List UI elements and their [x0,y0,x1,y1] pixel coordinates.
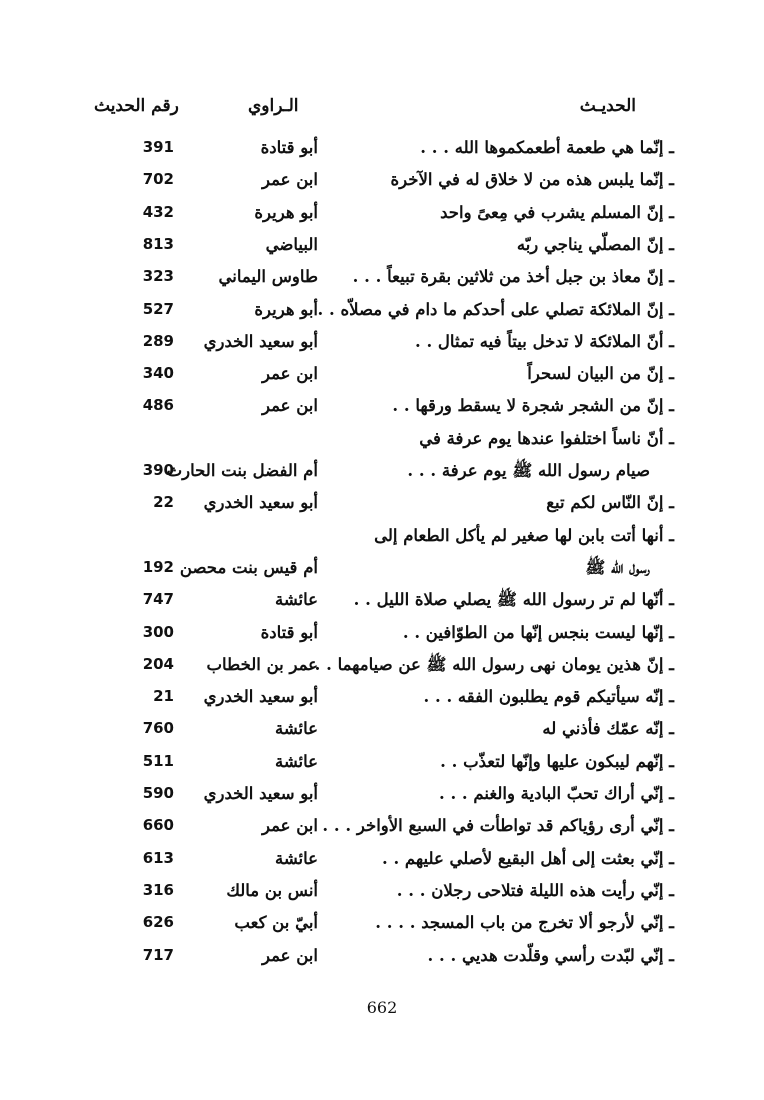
table-row [0,784,764,816]
hadith-text: ـ إنّي بعثت إلى أهل البقيع لأصلي عليهم . . [381,848,674,868]
hadith-number: 613 [142,848,174,867]
hadith-number: 300 [142,622,174,641]
narrator-name: أم قيس بنت محصن [179,557,318,577]
table-row [0,300,764,332]
table-row [0,913,764,945]
hadith-text: ـ أنّها لم تر رسول الله ﷺ يصلي صلاة الليل . . [353,590,674,610]
page-number: 662 [366,998,398,1017]
hadith-number: 527 [142,299,174,318]
hadith-text: ـ إنّي أراك تحبّ البادية والغنم . . . [438,784,674,803]
table-row [0,623,764,655]
narrator-name: أبو قتادة [260,138,318,157]
table-row [0,881,764,913]
hadith-number: 511 [142,751,174,770]
hadith-text: ـ إنّي لبّدت رأسي وقلّدت هديي . . . [427,945,674,965]
hadith-number: 391 [142,138,174,156]
narrator-name: عائشة [274,590,318,610]
hadith-text: ـ أنّ الملائكة لا تدخل بيتاً فيه تمثال . . [414,331,674,351]
narrator-name: أبو قتادة [260,622,318,642]
narrator-name: ابن عمر [262,170,318,190]
table-row [0,526,764,558]
narrator-name: أبو هريرة [254,299,318,319]
hadith-text: ـ إنّي رأيت هذه الليلة فتلاحى رجلان . . . [396,880,674,900]
narrator-name: ابن عمر [262,945,318,965]
hadith-number: 390 [142,461,174,479]
hadith-number: 316 [142,880,174,899]
narrator-name: ابن عمر [262,396,318,416]
narrator-name: أبو هريرة [254,202,318,222]
narrator-name: ابن عمر [262,816,318,836]
narrator-name: البياضي [265,234,318,254]
narrator-name: أبو سعيد الخدري [203,331,318,351]
hadith-number: 21 [153,687,174,706]
table-row [0,461,764,493]
table-row [0,849,764,881]
hadith-number: 204 [142,654,174,673]
table-row [0,396,764,428]
hadith-number: 626 [142,913,174,932]
hadith-text: ـ إنّما يلبس هذه من لا خلاق له في الآخرة [390,170,674,190]
header-narrator: الـراوي [248,96,299,116]
hadith-text: ـ إنّ المسلم يشرب في مِعىً واحد [440,202,674,222]
table-row [0,267,764,299]
hadith-text: ـ أنّ ناساً اختلفوا عندها يوم عرفة في [419,428,674,448]
hadith-text: ـ إنّهم ليبكون عليها وإنّها لتعذّب . . [440,751,674,771]
table-row [0,946,764,978]
hadith-number: 717 [142,945,174,964]
hadith-text: ـ إنّه سيأتيكم قوم يطلبون الفقه . . . [423,687,674,707]
hadith-text: صيام رسول الله ﷺ يوم عرفة . . . [407,461,650,480]
table-row [0,590,764,622]
hadith-text: ـ إنّي أرى رؤياكم قد تواطأت في السبع الأواخر . . . [322,816,674,836]
table-row [0,752,764,784]
table-row [0,364,764,396]
narrator-name: أبيّ بن كعب [234,913,318,933]
narrator-name: أم الفضل بنت الحارث [166,461,318,480]
narrator-name: أبو سعيد الخدري [203,784,318,803]
hadith-number: 323 [142,267,174,286]
header-hadith: الحديـث [579,96,636,116]
table-row [0,170,764,202]
hadith-number: 486 [142,396,174,415]
hadith-text: ـ إنّ الملائكة تصلي على أحدكم ما دام في مصلاّه . . [317,299,674,319]
table-row [0,493,764,525]
hadith-text: ـ إنّ هذين يومان نهى رسول الله ﷺ عن صيامهما . . . [303,654,674,674]
hadith-text: ـ إنّ من الشجر شجرة لا يسقط ورقها . . [392,396,674,416]
hadith-number: 702 [142,170,174,189]
hadith-number: 340 [142,364,174,383]
hadith-text: ـ إنّ المصلّي يناجي ربّه [516,234,674,254]
table-row [0,138,764,170]
hadith-number: 660 [142,816,174,835]
hadith-text: ـ إنّها ليست بنجس إنّها من الطوّافين . . [402,622,674,642]
hadith-text: ـ إنّ معاذ بن جبل أخذ من ثلاثين بقرة تبيعاً . . . [352,267,674,287]
table-row [0,816,764,848]
narrator-name: أبو سعيد الخدري [203,493,318,513]
hadith-number: 432 [142,202,174,221]
hadith-number: 760 [142,719,174,738]
narrator-name: عائشة [274,751,318,771]
hadith-text: ـ أنها أتت بابن لها صغير لم يأكل الطعام إلى [374,525,674,545]
table-row [0,655,764,687]
hadith-text: رسول الله ﷺ [585,557,650,577]
narrator-name: أنس بن مالك [226,880,318,900]
table-row [0,719,764,751]
table-row [0,687,764,719]
table-header [0,96,764,124]
narrator-name: أبو سعيد الخدري [203,687,318,707]
narrator-name: ابن عمر [262,364,318,384]
hadith-text: ـ إنّ من البيان لسحراً [527,364,674,384]
table-row [0,235,764,267]
hadith-number: 192 [142,557,174,576]
hadith-text: ـ إنّما هي طعمة أطعمكموها الله . . . [420,138,674,157]
narrator-name: عائشة [274,719,318,739]
table-row [0,558,764,590]
hadith-text: ـ إنّه عمّك فأذني له [542,719,674,739]
hadith-text: ـ إنّ النّاس لكم تبع [546,493,674,513]
hadith-number: 747 [142,590,174,609]
header-number: رقم الحديث [94,96,179,116]
narrator-name: طاوس اليماني [218,267,318,287]
table-row [0,332,764,364]
hadith-number: 590 [142,784,174,802]
hadith-number: 813 [142,234,174,253]
table-row [0,203,764,235]
hadith-text: ـ إنّي لأرجو ألا تخرج من باب المسجد . . . . [375,913,674,933]
hadith-number: 22 [153,493,174,512]
narrator-name: عمر بن الخطاب [206,654,318,674]
narrator-name: عائشة [274,848,318,868]
hadith-number: 289 [142,331,174,350]
table-row [0,429,764,461]
